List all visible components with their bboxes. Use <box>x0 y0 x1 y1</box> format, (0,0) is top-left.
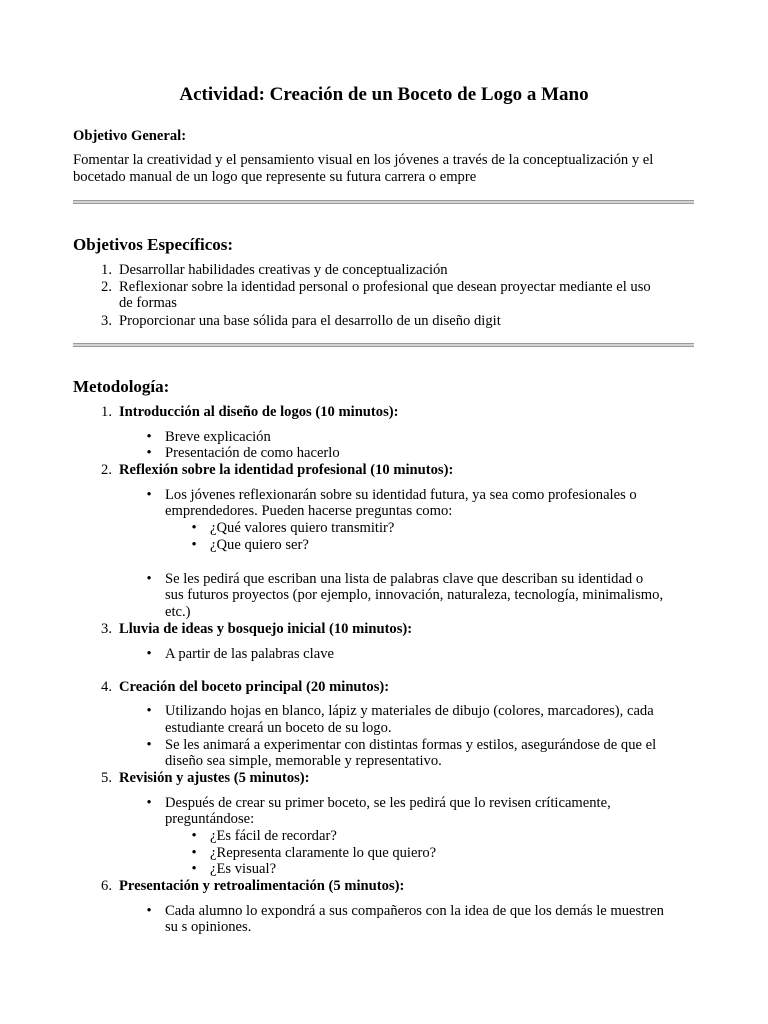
sub-bullet-icon: • <box>191 828 197 844</box>
step-number: 5. <box>101 770 112 786</box>
metodologia-heading: Metodología: <box>73 377 170 396</box>
sub-bullet-icon: • <box>191 520 197 536</box>
bullet-item: Se les animará a experimentar con distintas formas y estilos, asegurándose de que el <box>165 737 657 753</box>
step-number: 3. <box>101 621 112 637</box>
objetivos-especificos-heading: Objetivos Específicos: <box>73 235 234 254</box>
horizontal-divider <box>73 343 694 347</box>
step-title: Creación del boceto principal (20 minutos): <box>119 679 390 695</box>
bullet-icon: • <box>146 903 152 919</box>
list-number: 1. <box>101 262 112 278</box>
bullet-icon: • <box>146 445 152 461</box>
bullet-icon: • <box>146 429 152 445</box>
bullet-icon: • <box>146 646 152 662</box>
list-item: Reflexionar sobre la identidad personal o profesional que desean proyectar mediante el uso <box>119 279 651 295</box>
bullet-item: Los jóvenes reflexionarán sobre su identidad futura, ya sea como profesionales o <box>165 487 637 503</box>
list-item: Proporcionar una base sólida para el desarrollo de un diseño digit <box>119 313 501 329</box>
bullet-item-continued: diseño sea simple, memorable y representativo. <box>165 753 442 769</box>
step-title: Reflexión sobre la identidad profesional (10 minutos): <box>119 462 454 478</box>
bullet-item-continued: emprendedores. Pueden hacerse preguntas como: <box>165 503 453 519</box>
step-title: Introducción al diseño de logos (10 minutos): <box>119 404 399 420</box>
step-title: Presentación y retroalimentación (5 minutos): <box>119 878 405 894</box>
bullet-icon: • <box>146 795 152 811</box>
bullet-item: Después de crear su primer boceto, se les pedirá que lo revisen críticamente, <box>165 795 611 811</box>
bullet-item-continued: sus futuros proyectos (por ejemplo, innovación, naturaleza, tecnología, minimalismo, <box>165 587 664 603</box>
list-item-continued: de formas <box>119 295 177 311</box>
bullet-item: Utilizando hojas en blanco, lápiz y materiales de dibujo (colores, marcadores), cada <box>165 703 654 719</box>
sub-bullet-item: ¿Representa claramente lo que quiero? <box>210 845 437 861</box>
bullet-item: Cada alumno lo expondrá a sus compañeros con la idea de que los demás le muestren <box>165 903 664 919</box>
step-title: Lluvia de ideas y bosquejo inicial (10 minutos): <box>119 621 413 637</box>
sub-bullet-item: ¿Es visual? <box>210 861 277 877</box>
bullet-item-continued: preguntándose: <box>165 811 255 827</box>
sub-bullet-icon: • <box>191 861 197 877</box>
bullet-item-continued: etc.) <box>165 604 191 620</box>
step-title: Revisión y ajustes (5 minutos): <box>119 770 310 786</box>
step-number: 2. <box>101 462 112 478</box>
sub-bullet-item: ¿Qué valores quiero transmitir? <box>210 520 395 536</box>
bullet-icon: • <box>146 487 152 503</box>
bullet-item-continued: estudiante creará un boceto de su logo. <box>165 720 392 736</box>
objetivo-general-label: Objetivo General: <box>73 128 187 144</box>
sub-bullet-item: ¿Que quiero ser? <box>210 537 309 553</box>
step-number: 6. <box>101 878 112 894</box>
sub-bullet-icon: • <box>191 537 197 553</box>
list-item: Desarrollar habilidades creativas y de conceptualización <box>119 262 448 278</box>
bullet-item: Presentación de como hacerlo <box>165 445 340 461</box>
bullet-icon: • <box>146 703 152 719</box>
bullet-icon: • <box>146 571 152 587</box>
list-number: 2. <box>101 279 112 295</box>
horizontal-divider <box>73 200 694 204</box>
bullet-item: Se les pedirá que escriban una lista de palabras clave que describan su identidad o <box>165 571 644 587</box>
bullet-item-continued: su s opiniones. <box>165 919 252 935</box>
bullet-icon: • <box>146 737 152 753</box>
objetivo-general-line1: Fomentar la creatividad y el pensamiento visual en los jóvenes a través de la conceptualización y el <box>73 152 654 168</box>
list-number: 3. <box>101 313 112 329</box>
bullet-item: Breve explicación <box>165 429 271 445</box>
sub-bullet-item: ¿Es fácil de recordar? <box>210 828 337 844</box>
step-number: 4. <box>101 679 112 695</box>
document-title: Actividad: Creación de un Boceto de Logo a Mano <box>179 84 589 105</box>
step-number: 1. <box>101 404 112 420</box>
sub-bullet-icon: • <box>191 845 197 861</box>
objetivo-general-line2: bocetado manual de un logo que represente su futura carrera o empre <box>73 169 477 185</box>
bullet-item: A partir de las palabras clave <box>165 646 334 662</box>
